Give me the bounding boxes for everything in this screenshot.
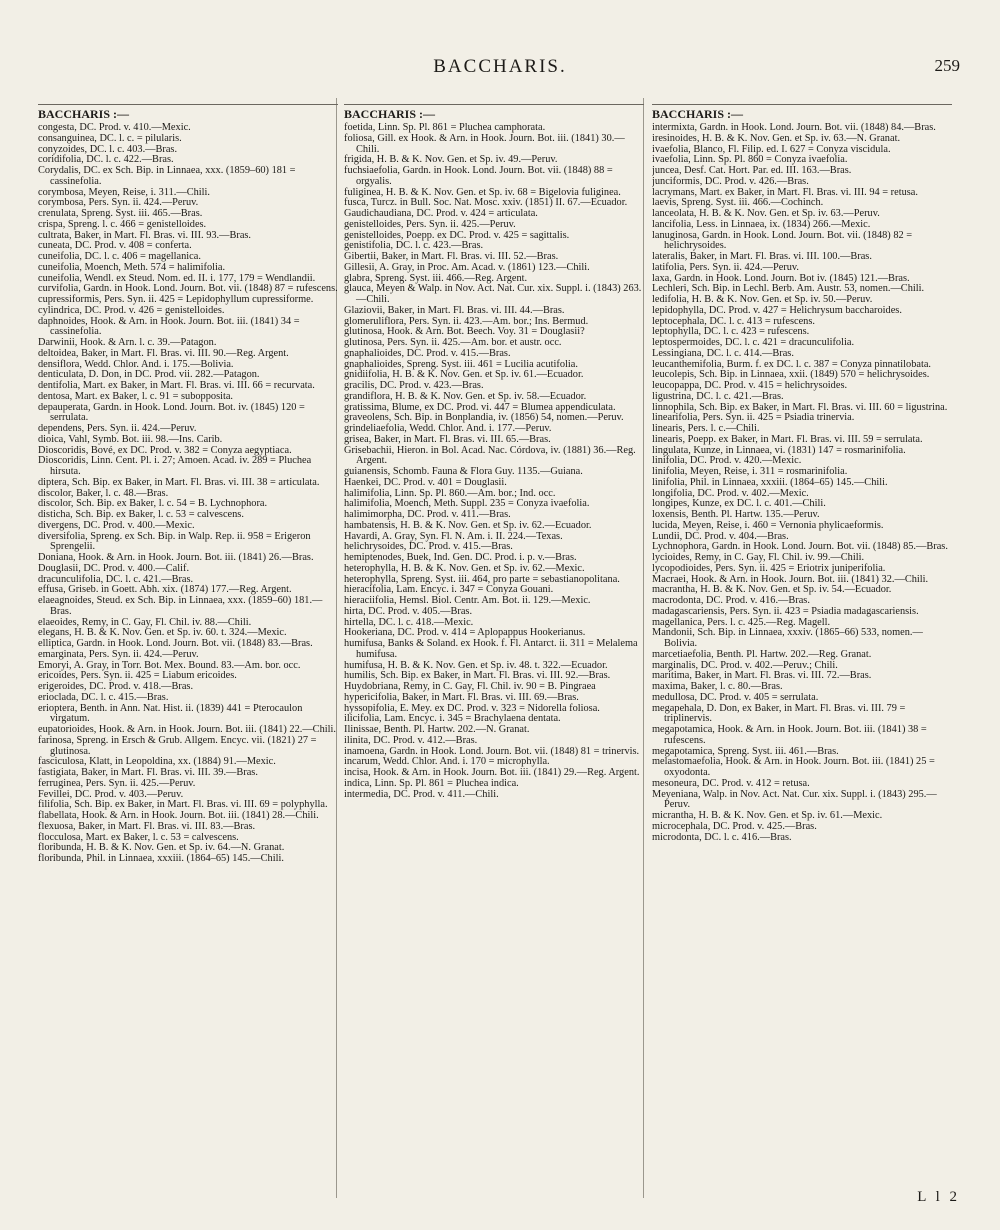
index-entry: laevis, Spreng. Syst. iii. 466.—Cochinch. xyxy=(652,197,824,209)
index-entry: flocculosa, Mart. ex Baker, l. c. 53 = calvescens. xyxy=(38,831,239,843)
index-entry: ligustrina, DC. l. c. 421.—Bras. xyxy=(652,390,784,402)
index-entry: heterophylla, Spreng. Syst. iii. 464, pro parte = sebastianopolitana. xyxy=(344,573,620,585)
index-entry: Hookeriana, DC. Prod. v. 414 = Aplopappus Hookerianus. xyxy=(344,627,586,639)
index-entry: macrodonta, DC. Prod. v. 416.—Bras. xyxy=(652,595,810,606)
index-entry: corymbosa, Meyen, Reise, i. 311.—Chili. xyxy=(38,186,210,198)
index-entry: curvifolia, Gardn. in Hook. Lond. Journ. Bot. vii. (1848) 87 = rufescens. xyxy=(38,283,338,295)
index-entry: lanuginosa, Gardn. in Hook. Lond. Journ. Bot. vii. (1848) 82 = helichrysoides. xyxy=(652,229,913,252)
index-entry: incarum, Wedd. Chlor. And. i. 170 = microphylla. xyxy=(344,756,550,768)
index-entry: ferruginea, Pers. Syn. ii. 425.—Peruv. xyxy=(38,777,196,789)
index-entry: divergens, DC. Prod. v. 400.—Mexic. xyxy=(38,519,195,531)
index-entry: leptocephala, DC. l. c. 413 = rufescens. xyxy=(652,315,815,327)
index-entry: maxima, Baker, l. c. 80.—Bras. xyxy=(652,681,783,692)
index-entry: dracunculifolia, DC. l. c. 421.—Bras. xyxy=(38,573,194,585)
index-entry: cuneifolia, Moench, Meth. 574 = halimifolia. xyxy=(38,261,226,273)
index-entry: cuneifolia, Wendl. ex Steud. Nom. ed. II. i. 177, 179 = Wendlandii. xyxy=(38,272,316,284)
index-entry: Douglasii, DC. Prod. v. 400.—Calif. xyxy=(38,562,190,574)
index-entry: ericoides, Pers. Syn. ii. 425 = Liabum ericoides. xyxy=(38,670,237,682)
index-entry: intermedia, DC. Prod. v. 411.—Chili. xyxy=(344,788,499,800)
index-entry: deltoidea, Baker, in Mart. Fl. Bras. vi. III. 90.—Reg. Argent. xyxy=(38,347,289,359)
index-entry: grindeliaefolia, Wedd. Chlor. And. i. 177.—Peruv. xyxy=(344,423,552,434)
index-entry: fuliginea, H. B. & K. Nov. Gen. et Sp. iv. 68 = Bigelovia fuliginea. xyxy=(344,186,621,198)
index-entry: Lechleri, Sch. Bip. in Lechl. Berb. Am. Austr. 53, nomen.—Chili. xyxy=(652,283,925,295)
index-entry: Mandonii, Sch. Bip. in Linnaea, xxxiv. (1865–66) 533, nomen.—Bolivia. xyxy=(652,627,923,649)
index-entry: linnophila, Sch. Bip. ex Baker, in Mart. Fl. Bras. vi. III. 60 = ligustrina. xyxy=(652,401,948,413)
index-entry: lanceolata, H. B. & K. Nov. Gen. et Sp. iv. 63.—Peruv. xyxy=(652,208,880,219)
column-heading: BACCHARIS :— xyxy=(38,104,338,122)
column-2 xyxy=(344,104,644,1204)
index-entry: dentosa, Mart. ex Baker, l. c. 91 = subopposita. xyxy=(38,390,234,402)
index-entry: linifolia, DC. Prod. v. 420.—Mexic. xyxy=(652,455,802,467)
index-entry: gnaphalioides, Spreng. Syst. iii. 461 = Lucilia acutifolia. xyxy=(344,358,578,370)
index-entry: Meyeniana, Walp. in Nov. Act. Nat. Cur. xix. Suppl. i. (1843) 295.—Peruv. xyxy=(652,788,937,811)
index-entry: inamoena, Gardn. in Hook. Lond. Journ. Bot. vii. (1848) 81 = trinervis. xyxy=(344,745,640,757)
index-entry: megapotamica, Spreng. Syst. iii. 461.—Bras. xyxy=(652,745,839,757)
index-entry: microdonta, DC. l. c. 416.—Bras. xyxy=(652,831,792,843)
running-title: BACCHARIS. xyxy=(433,56,567,77)
index-entry: foliosa, Gill. ex Hook. & Arn. in Hook. Journ. Bot. iii. (1841) 30.—Chili. xyxy=(344,132,625,155)
index-entry: hirtella, DC. l. c. 418.—Mexic. xyxy=(344,616,474,628)
index-entry: hambatensis, H. B. & K. Nov. Gen. et Sp. iv. 62.—Ecuador. xyxy=(344,519,592,531)
index-entry: juncea, Desf. Cat. Hort. Par. ed. III. 163.—Bras. xyxy=(652,165,852,176)
index-entry: junciformis, DC. Prod. v. 426.—Bras. xyxy=(652,175,809,187)
index-entry: latifolia, Pers. Syn. ii. 424.—Peruv. xyxy=(652,261,800,273)
index-entry: megapehala, D. Don, ex Baker, in Mart. Fl. Bras. vi. III. 79 = triplinervis. xyxy=(652,702,906,725)
index-entry: glauca, Meyen & Walp. in Nov. Act. Nat. Cur. xix. Suppl. i. (1843) 263.—Chili. xyxy=(344,283,642,305)
index-entry: Grisebachii, Hieron. in Bol. Acad. Nac. Córdova, iv. (1881) 36.—Reg. Argent. xyxy=(344,444,636,467)
index-entry: consanguinea, DC. l. c. = pilularis. xyxy=(38,132,182,144)
index-entry: leucolepis, Sch. Bip. in Linnaea, xxii. (1849) 570 = helichrysoides. xyxy=(652,369,930,381)
index-entry: elliptica, Gardn. in Hook. Lond. Journ. Bot. vii. (1848) 83.—Bras. xyxy=(38,638,313,649)
index-entry: helichrysoides, DC. Prod. v. 415.—Bras. xyxy=(344,541,513,553)
index-entry: leucanthemifolia, Burm. f. ex DC. l. c. 387 = Conyza pinnatilobata. xyxy=(652,358,932,370)
index-entry: floribunda, Phil. in Linnaea, xxxiii. (1864–65) 145.—Chili. xyxy=(38,853,284,864)
page-number: 259 xyxy=(934,56,960,75)
index-entry: eupatorioides, Hook. & Arn. in Hook. Journ. Bot. iii. (1841) 22.—Chili. xyxy=(38,724,336,735)
index-entry: ivaefolia, Blanco, Fl. Filip. ed. I. 627 = Conyza viscidula. xyxy=(652,143,891,155)
index-entry: fasciculosa, Klatt, in Leopoldina, xx. (1884) 91.—Mexic. xyxy=(38,756,276,768)
index-entry: Dioscoridis, Bové, ex DC. Prod. v. 382 = Conyza aegyptiaca. xyxy=(38,444,292,456)
index-entry: effusa, Griseb. in Goett. Abh. xix. (1874) 177.—Reg. Argent. xyxy=(38,584,292,596)
index-entry: erioclada, DC. l. c. 415.—Bras. xyxy=(38,691,169,703)
index-entry: cuneifolia, DC. l. c. 406 = magellanica. xyxy=(38,251,201,262)
index-entry: linifolia, Meyen, Reise, i. 311 = rosmarinifolia. xyxy=(652,466,848,477)
index-entry: emarginata, Pers. Syn. ii. 424.—Peruv. xyxy=(38,648,199,660)
index-entry: cultrata, Baker, in Mart. Fl. Bras. vi. III. 93.—Bras. xyxy=(38,229,252,241)
index-entry: filifolia, Sch. Bip. ex Baker, in Mart. Fl. Bras. vi. III. 69 = polyphylla. xyxy=(38,799,328,811)
index-entry: genistifolia, DC. l. c. 423.—Bras. xyxy=(344,240,484,252)
index-entry: discolor, Sch. Bip. ex Baker, l. c. 54 = B. Lychnophora. xyxy=(38,498,268,510)
index-entry: linearis, Pers. l. c.—Chili. xyxy=(652,423,760,434)
index-entry: ledifolia, H. B. & K. Nov. Gen. et Sp. iv. 50.—Peruv. xyxy=(652,294,873,305)
column-heading: BACCHARIS :— xyxy=(652,104,952,122)
index-entry: Gibertii, Baker, in Mart. Fl. Bras. vi. III. 52.—Bras. xyxy=(344,251,559,262)
index-entry: elaeagnoides, Steud. ex Sch. Bip. in Linnaea, xxx. (1859–60) 181.—Bras. xyxy=(38,595,323,617)
index-entry: hirta, DC. Prod. v. 405.—Bras. xyxy=(344,605,473,617)
index-entry: lycopodioides, Pers. Syn. ii. 425 = Eriotrix juniperifolia. xyxy=(652,562,886,574)
index-entry: glabra, Spreng. Syst. iii. 466.—Reg. Argent. xyxy=(344,272,528,284)
index-entry: mesoneura, DC. Prod. v. 412 = retusa. xyxy=(652,777,810,789)
index-entry: lucida, Meyen, Reise, i. 460 = Vernonia phylicaeformis. xyxy=(652,519,884,531)
index-entry: Lessingiana, DC. l. c. 414.—Bras. xyxy=(652,347,794,359)
index-entry: humifusa, Banks & Soland. ex Hook. f. Fl. Antarct. ii. 311 = Melalema humifusa. xyxy=(344,638,638,660)
index-entry: Havardi, A. Gray, Syn. Fl. N. Am. i. II. 224.—Texas. xyxy=(344,530,563,542)
index-entry: hemiptenodes, Buek, Ind. Gen. DC. Prod. i. p. v.—Bras. xyxy=(344,552,577,563)
index-entry: ivaefolia, Linn. Sp. Pl. 860 = Conyza ivaefolia. xyxy=(652,154,848,166)
index-entry: erigeroides, DC. Prod. v. 418.—Bras. xyxy=(38,681,194,692)
index-entry: Emoryi, A. Gray, in Torr. Bot. Mex. Bound. 83.—Am. bor. occ. xyxy=(38,659,301,671)
index-entry: megapotamica, Hook. & Arn. in Hook. Journ. Bot. iii. (1841) 38 = rufescens. xyxy=(652,724,927,746)
index-entry: hieraciifolia, Hemsl. Biol. Centr. Am. Bot. ii. 129.—Mexic. xyxy=(344,595,591,606)
index-entry: elegans, H. B. & K. Nov. Gen. et Sp. iv. 60. t. 324.—Mexic. xyxy=(38,627,287,639)
index-entry: linearifolia, Pers. Syn. ii. 425 = Psiadia trinervia. xyxy=(652,412,855,424)
index-entry: gnaphalioides, DC. Prod. v. 415.—Bras. xyxy=(344,347,511,359)
index-entry: elaeoides, Remy, in C. Gay, Fl. Chil. iv. 88.—Chili. xyxy=(38,616,252,628)
index-entry: corymbosa, Pers. Syn. ii. 424.—Peruv. xyxy=(38,197,199,209)
index-entry: foetida, Linn. Sp. Pl. 861 = Pluchea camphorata. xyxy=(344,122,546,133)
index-entry: farinosa, Spreng. in Ersch & Grub. Allgem. Encyc. vii. (1821) 27 = glutinosa. xyxy=(38,734,317,757)
index-entry: graveolens, Sch. Bip. in Bonplandia, iv. (1856) 54, nomen.—Peruv. xyxy=(344,412,624,424)
index-entry: loxensis, Benth. Pl. Hartw. 135.—Peruv. xyxy=(652,509,820,520)
index-entry: glutinosa, Pers. Syn. ii. 425.—Am. bor. et austr. occ. xyxy=(344,337,562,348)
index-entry: leptophylla, DC. l. c. 423 = rufescens. xyxy=(652,326,810,338)
index-entry: lacrymans, Mart. ex Baker, in Mart. Fl. Bras. vi. III. 94 = retusa. xyxy=(652,186,918,198)
index-entry: Glaziovii, Baker, in Mart. Fl. Bras. vi. III. 44.—Bras. xyxy=(344,304,565,316)
index-entry: hyssopifolia, E. Mey. ex DC. Prod. v. 323 = Nidorella foliosa. xyxy=(344,702,600,714)
running-head xyxy=(0,56,1000,80)
index-entry: daphnoides, Hook. & Arn. in Hook. Journ. Bot. iii. (1841) 34 = cassinefolia. xyxy=(38,315,300,338)
index-entry: glomeruliflora, Pers. Syn. ii. 423.—Am. bor.; Ins. Bermud. xyxy=(344,315,589,327)
index-entry: fastigiata, Baker, in Mart. Fl. Bras. vi. III. 39.—Bras. xyxy=(38,767,258,778)
index-entry: intermixta, Gardn. in Hook. Lond. Journ. Bot. vii. (1848) 84.—Bras. xyxy=(652,122,936,133)
index-entry: maritima, Baker, in Mart. Fl. Bras. vi. III. 72.—Bras. xyxy=(652,670,872,682)
index-entry: Gaudichaudiana, DC. Prod. v. 424 = articulata. xyxy=(344,208,538,219)
index-entry: diptera, Sch. Bip. ex Baker, in Mart. Fl. Bras. vi. III. 38 = articulata. xyxy=(38,476,320,488)
index-entry: gracilis, DC. Prod. v. 423.—Bras. xyxy=(344,380,484,391)
index-entry: denticulata, D. Don, in DC. Prod. vii. 282.—Patagon. xyxy=(38,369,260,381)
index-entry: linearis, Poepp. ex Baker, in Mart. Fl. Bras. vi. III. 59 = serrulata. xyxy=(652,433,923,445)
index-entry: floribunda, H. B. & K. Nov. Gen. et Sp. iv. 64.—N. Granat. xyxy=(38,842,285,854)
column-3 xyxy=(652,104,952,1204)
index-entry: discolor, Baker, l. c. 48.—Bras. xyxy=(38,487,169,499)
index-entry: Macraei, Hook. & Arn. in Hook. Journ. Bot. iii. (1841) 32.—Chili. xyxy=(652,573,929,585)
index-entry: erioptera, Benth. in Ann. Nat. Hist. ii. (1839) 441 = Pterocaulon virgatum. xyxy=(38,702,303,725)
index-entry: leptospermoides, DC. l. c. 421 = dracunculifolia. xyxy=(652,337,855,348)
index-entry: marginalis, DC. Prod. v. 402.—Peruv.; Chili. xyxy=(652,659,838,671)
index-entry: crispa, Spreng. l. c. 466 = genistelloides. xyxy=(38,218,207,230)
index-entry: coridifolia, DC. l. c. 422.—Bras. xyxy=(38,154,174,166)
index-entry: flabellata, Hook. & Arn. in Hook. Journ. Bot. iii. (1841) 28.—Chili. xyxy=(38,810,319,821)
index-entry: genistelloides, Pers. Syn. ii. 425.—Peruv. xyxy=(344,218,516,230)
index-entry: Lychnophora, Gardn. in Hook. Lond. Journ. Bot. vii. (1848) 85.—Bras. xyxy=(652,541,948,553)
index-entry: medullosa, DC. Prod. v. 405 = serrulata. xyxy=(652,691,819,703)
index-entry: leucopappa, DC. Prod. v. 415 = helichrysoides. xyxy=(652,380,848,391)
index-entry: madagascariensis, Pers. Syn. ii. 423 = Psiadia madagascariensis. xyxy=(652,605,919,617)
index-entry: Darwinii, Hook. & Arn. l. c. 39.—Patagon. xyxy=(38,337,217,348)
index-entry: humifusa, H. B. & K. Nov. Gen. et Sp. iv. 48. t. 322.—Ecuador. xyxy=(344,659,608,671)
index-entry: longifolia, DC. Prod. v. 402.—Mexic. xyxy=(652,487,809,499)
index-entry: Huydobriana, Remy, in C. Gay, Fl. Chil. iv. 90 = B. Pingraea xyxy=(344,681,596,692)
index-entry: cylindrica, DC. Prod. v. 426 = genistelloides. xyxy=(38,304,225,316)
index-entry: cuneata, DC. Prod. v. 408 = conferta. xyxy=(38,240,192,252)
index-entry: microcephala, DC. Prod. v. 425.—Bras. xyxy=(652,820,817,832)
index-entry: disticha, Sch. Bip. ex Baker, l. c. 53 = calvescens. xyxy=(38,509,244,520)
index-entry: depauperata, Gardn. in Hook. Lond. Journ. Bot. iv. (1845) 120 = serrulata. xyxy=(38,401,305,424)
index-entry: grisea, Baker, in Mart. Fl. Bras. vi. III. 65.—Bras. xyxy=(344,433,551,445)
index-entry: linifolia, Phil. in Linnaea, xxxiii. (1864–65) 145.—Chili. xyxy=(652,476,888,488)
column-1 xyxy=(38,104,338,1204)
index-entry: lateralis, Baker, in Mart. Fl. Bras. vi. III. 100.—Bras. xyxy=(652,251,872,262)
index-entry: ilicifolia, Lam. Encyc. i. 345 = Brachylaena dentata. xyxy=(344,713,561,725)
index-entry: flexuosa, Baker, in Mart. Fl. Bras. vi. III. 83.—Bras. xyxy=(38,820,256,832)
index-entry: lycioides, Remy, in C. Gay, Fl. Chil. iv. 99.—Chili. xyxy=(652,552,865,563)
index-entry: grandiflora, H. B. & K. Nov. Gen. et Sp. iv. 58.—Ecuador. xyxy=(344,390,587,402)
index-entry: densiflora, Wedd. Chlor. And. i. 175.—Bolivia. xyxy=(38,358,234,370)
index-entry: melastomaefolia, Hook. & Arn. in Hook. Journ. Bot. iii. (1841) 25 = oxyodonta. xyxy=(652,756,935,778)
index-entry: marcetiaefolia, Benth. Pl. Hartw. 202.—Reg. Granat. xyxy=(652,648,872,660)
index-entry: congesta, DC. Prod. v. 410.—Mexic. xyxy=(38,122,191,133)
index-entry: Corydalis, DC. ex Sch. Bip. in Linnaea, xxx. (1859–60) 181 = cassinefolia. xyxy=(38,165,296,187)
index-entry: conyzoides, DC. l. c. 403.—Bras. xyxy=(38,143,178,155)
index-entry: Dioscoridis, Linn. Cent. Pl. i. 27; Amoen. Acad. iv. 289 = Pluchea hirsuta. xyxy=(38,455,312,477)
index-entry: dioica, Vahl, Symb. Bot. iii. 98.—Ins. Carib. xyxy=(38,433,223,445)
index-entry: lingulata, Kunze, in Linnaea, vi. (1831) 147 = rosmarinifolia. xyxy=(652,444,906,456)
index-entry: longipes, Kunze, ex DC. l. c. 401.—Chili. xyxy=(652,498,826,510)
index-entry: diversifolia, Spreng. ex Sch. Bip. in Walp. Rep. ii. 958 = Erigeron Sprengelii. xyxy=(38,530,311,553)
column-heading: BACCHARIS :— xyxy=(344,104,644,122)
index-entry: humilis, Sch. Bip. ex Baker, in Mart. Fl. Bras. vi. III. 92.—Bras. xyxy=(344,670,611,682)
index-entry: fuchsiaefolia, Gardn. in Hook. Lond. Journ. Bot. vii. (1848) 88 = orgyalis. xyxy=(344,165,613,187)
index-entry: gnidiifolia, H. B. & K. Nov. Gen. et Sp. iv. 61.—Ecuador. xyxy=(344,369,584,381)
index-entry: genistelloides, Poepp. ex DC. Prod. v. 425 = sagittalis. xyxy=(344,229,570,241)
index-entry: laxa, Gardn. in Hook. Lond. Journ. Bot iv. (1845) 121.—Bras. xyxy=(652,272,910,284)
index-entry: dentifolia, Mart. ex Baker, in Mart. Fl. Bras. vi. III. 66 = recurvata. xyxy=(38,380,315,391)
index-entry: halimifolia, Moench, Meth. Suppl. 235 = Conyza ivaefolia. xyxy=(344,498,590,510)
index-entry: Haenkei, DC. Prod. v. 401 = Douglasii. xyxy=(344,476,507,488)
signature-mark: L l 2 xyxy=(917,1189,960,1205)
index-entry: crenulata, Spreng. Syst. iii. 465.—Bras. xyxy=(38,208,203,219)
index-entry: Fevillei, DC. Prod. v. 403.—Peruv. xyxy=(38,788,184,800)
index-entry: lepidophylla, DC. Prod. v. 427 = Helichrysum baccharoides. xyxy=(652,304,902,316)
index-entry: halimimorpha, DC. Prod. v. 411.—Bras. xyxy=(344,509,511,520)
index-entry: gratissima, Blume, ex DC. Prod. vi. 447 = Blumea appendiculata. xyxy=(344,401,616,413)
index-entry: frigida, H. B. & K. Nov. Gen. et Sp. iv. 49.—Peruv. xyxy=(344,154,558,166)
index-entry: heterophylla, H. B. & K. Nov. Gen. et Sp. iv. 62.—Mexic. xyxy=(344,562,585,574)
index-entry: Lundii, DC. Prod. v. 404.—Bras. xyxy=(652,530,789,542)
index-entry: magellanica, Pers. l. c. 425.—Reg. Magell. xyxy=(652,616,831,628)
index-entry: lancifolia, Less. in Linnaea, ix. (1834) 266.—Mexic. xyxy=(652,218,871,230)
index-entry: indica, Linn. Sp. Pl. 861 = Pluchea indica. xyxy=(344,777,519,789)
index-entry: incisa, Hook. & Arn. in Hook. Journ. Bot. iii. (1841) 29.—Reg. Argent. xyxy=(344,767,640,778)
index-entry: fusca, Turcz. in Bull. Soc. Nat. Mosc. xxiv. (1851) II. 67.—Ecuador. xyxy=(344,197,628,209)
index-entry: iresinoides, H. B. & K. Nov. Gen. et Sp. iv. 63.—N. Granat. xyxy=(652,132,901,144)
index-entry: Doniana, Hook. & Arn. in Hook. Journ. Bot. iii. (1841) 26.—Bras. xyxy=(38,552,314,563)
index-entry: ilinita, DC. Prod. v. 412.—Bras. xyxy=(344,734,478,746)
index-entry: guianensis, Schomb. Fauna & Flora Guy. 1135.—Guiana. xyxy=(344,466,583,477)
index-entry: macrantha, H. B. & K. Nov. Gen. et Sp. iv. 54.—Ecuador. xyxy=(652,584,892,596)
index-entry: micrantha, H. B. & K. Nov. Gen. et Sp. iv. 61.—Mexic. xyxy=(652,810,883,821)
index-entry: Gillesii, A. Gray, in Proc. Am. Acad. v. (1861) 123.—Chili. xyxy=(344,261,590,273)
index-entry: Ilinissae, Benth. Pl. Hartw. 202.—N. Granat. xyxy=(344,724,530,735)
index-entry: hypericifolia, Baker, in Mart. Fl. Bras. vi. III. 69.—Bras. xyxy=(344,691,579,703)
index-entry: glutinosa, Hook. & Arn. Bot. Beech. Voy. 31 = Douglasii? xyxy=(344,326,585,338)
index-entry: hieracifolia, Lam. Encyc. i. 347 = Conyza Gouani. xyxy=(344,584,554,596)
index-entry: cupressiformis, Pers. Syn. ii. 425 = Lepidophyllum cupressiforme. xyxy=(38,294,314,305)
index-entry: dependens, Pers. Syn. ii. 424.—Peruv. xyxy=(38,423,197,434)
index-entry: halimifolia, Linn. Sp. Pl. 860.—Am. bor.; Ind. occ. xyxy=(344,487,556,499)
